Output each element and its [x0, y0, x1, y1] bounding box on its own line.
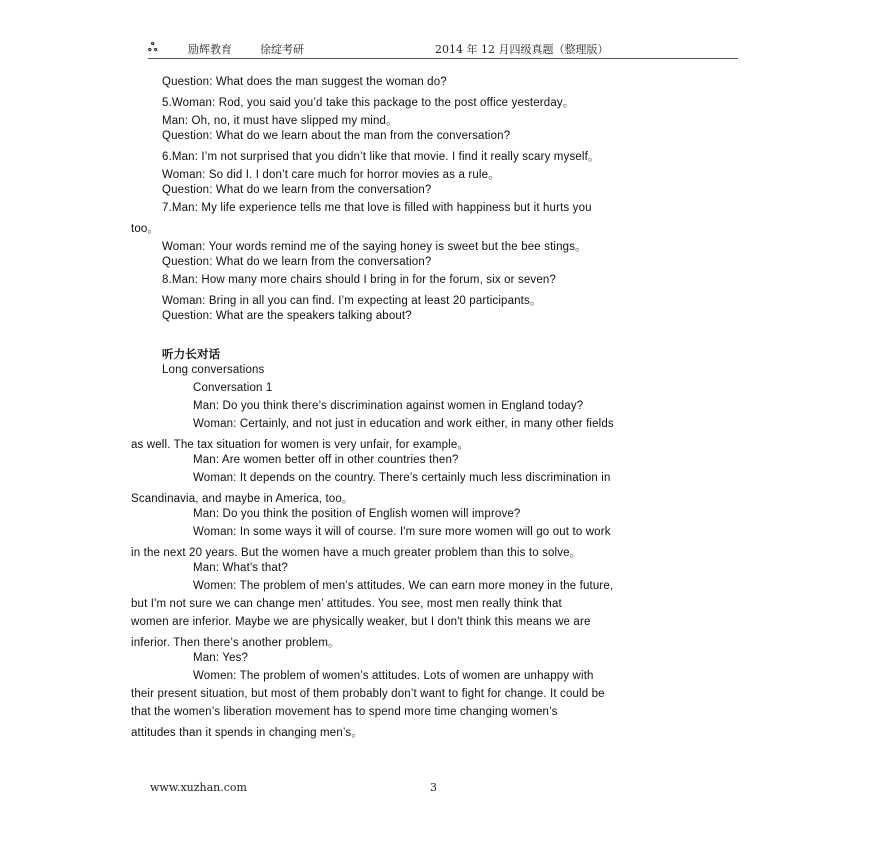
page-number: 3 [430, 781, 437, 794]
text-line: Scandinavia, and maybe in America, too。 [131, 493, 354, 505]
header-org-2: 徐绽考研 [260, 43, 304, 56]
text-line: Woman: Bring in all you can find. I’m expecting at least 20 participants。 [162, 295, 542, 307]
text-line: women are inferior. Maybe we are physically weaker, but I don't think this means we are [131, 616, 591, 628]
text-line: that the women’s liberation movement has to spend more time changing women’s [131, 706, 558, 718]
header-title: 2014 年 12 月四级真题（整理版） [435, 43, 609, 56]
text-line: Woman: Your words remind me of the saying honey is sweet but the bee stings。 [162, 241, 587, 253]
text-line: Women: The problem of men’s attitudes. We can earn more money in the future, [193, 580, 614, 592]
text-line: Man: Do you think the position of English women will improve? [193, 508, 521, 520]
text-line: too。 [131, 223, 160, 235]
text-line: 7.Man: My life experience tells me that love is filled with happiness but it hurts you [162, 202, 592, 214]
text-line: Question: What do we learn from the conversation? [162, 184, 432, 196]
text-line: Woman: In some ways it will of course. I'm sure more women will go out to work [193, 526, 611, 538]
conversation-title: Conversation 1 [193, 382, 273, 394]
text-line: attitudes than it spends in changing men’s。 [131, 727, 363, 739]
text-line: Woman: So did I. I don’t care much for horror movies as a rule。 [162, 169, 500, 181]
text-line: Question: What do we learn about the man from the conversation? [162, 130, 511, 142]
text-line: Man: Are women better off in other countries then? [193, 454, 459, 466]
section-subheading: Long conversations [162, 364, 265, 376]
section-heading: 听力长对话 [162, 347, 221, 361]
text-line: as well. The tax situation for women is very unfair, for example。 [131, 439, 470, 451]
header-divider [148, 58, 738, 59]
text-line: Question: What does the man suggest the woman do? [162, 76, 447, 88]
text-line: Man: What's that? [193, 562, 288, 574]
text-line: Women: The problem of women’s attitudes. Lots of women are unhappy with [193, 670, 594, 682]
text-line: but I'm not sure we can change men’ attitudes. You see, most men really think that [131, 598, 562, 610]
text-line: 5.Woman: Rod, you said you’d take this package to the post office yesterday。 [162, 97, 575, 109]
text-line: Man: Do you think there’s discrimination against women in England today? [193, 400, 584, 412]
logo-icon: ஃ [148, 40, 158, 54]
page-header [148, 40, 738, 58]
text-line: Question: What do we learn from the conversation? [162, 256, 432, 268]
text-line: Woman: Certainly, and not just in education and work either, in many other fields [193, 418, 614, 430]
text-line: in the next 20 years. But the women have a much greater problem than this to solve。 [131, 547, 582, 559]
text-line: Man: Yes? [193, 652, 249, 664]
text-line: Man: Oh, no, it must have slipped my mind。 [162, 115, 398, 127]
header-org-1: 励辉教育 [188, 43, 232, 56]
text-line: 8.Man: How many more chairs should I bring in for the forum, six or seven? [162, 274, 556, 286]
text-line: Question: What are the speakers talking about? [162, 310, 412, 322]
text-line: Woman: It depends on the country. There’s certainly much less discrimination in [193, 472, 611, 484]
text-line: inferior. Then there’s another problem。 [131, 637, 340, 649]
footer-url: www.xuzhan.com [150, 781, 247, 794]
text-line: 6.Man: I’m not surprised that you didn’t like that movie. I find it really scary myself。 [162, 151, 600, 163]
text-line: their present situation, but most of them probably don’t want to fight for change. It could be [131, 688, 605, 700]
